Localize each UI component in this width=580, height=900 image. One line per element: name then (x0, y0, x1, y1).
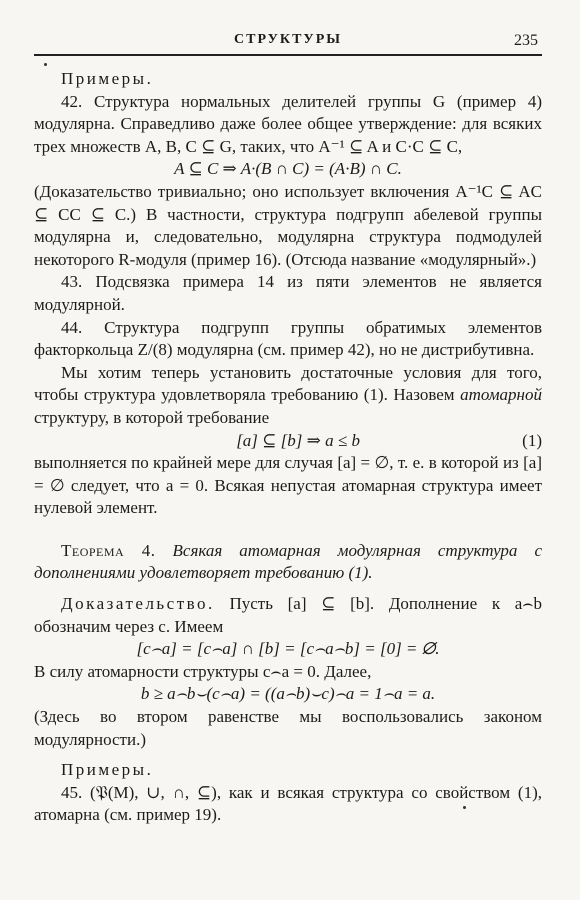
proof-label: Доказательство. (61, 594, 215, 614)
examples-heading: Примеры. (61, 69, 154, 88)
atomicity-step: В силу атомарности структуры c⌢a = 0. Далее, (34, 661, 372, 681)
page-number: 235 (514, 32, 538, 49)
atomic-definition-part1: Мы хотим теперь установить достаточные условия для того, чтобы структура удовлетворяла требованию (1). Назовем (34, 362, 542, 405)
equation-1 (34, 430, 542, 453)
chapter-title: СТРУКТУРЫ (234, 32, 342, 47)
header-rule (34, 54, 542, 56)
examples-heading-2: Примеры. (61, 760, 154, 780)
proof-text: Пусть [a] ⊆ [b]. Дополнение к a⌢b обозначим через c. Имеем (34, 594, 542, 636)
example-43: 43. Подсвязка примера 14 из пяти элементов не является модулярной. (34, 272, 542, 314)
formula-2: [c⌢a] = [c⌢a] ∩ [b] = [c⌢a⌢b] = [0] = ∅. (136, 639, 440, 659)
atomic-definition-part2: структуру, в которой требование (34, 407, 270, 427)
theorem-statement: Всякая атомарная модулярная структура с дополнениями удовлетворяет требованию (1). (34, 540, 542, 583)
atomic-consequence: выполняется по крайней мере для случая [a] = ∅, т. е. в которой из [a] = ∅ следует, что a = 0. Всякая непустая атомарная структура имеет нулевой элемент. (34, 453, 542, 518)
atomic-definition (34, 362, 542, 430)
example-44: 44. Структура подгрупп группы обратимых элементов факторкольца Z/(8) модулярна (см. пример 42), но не дистрибутивна. (34, 317, 542, 360)
formula-42: A ⊆ C ⇒ A·(B ∩ C) = (A·B) ∩ C. (174, 159, 402, 179)
modularity-note: (Здесь во втором равенстве мы воспользовались законом модулярности.) (34, 707, 542, 749)
theorem-label: Теорема 4. (61, 540, 156, 560)
body-text (34, 68, 542, 827)
proof (34, 593, 542, 638)
speck (44, 63, 47, 66)
atomic-term: атомарной (460, 385, 542, 405)
equation-1-formula: [a] ⊆ [b] ⇒ a ≤ b (236, 430, 360, 450)
example-42-proof: (Доказательство тривиально; оно использует включения A⁻¹C ⊆ AC ⊆ CC ⊆ C.) В частности, структура подгрупп абелевой группы модулярна и, следовательно, модулярна структура подмодулей некоторого R-модуля (пример 16). (Отсюда название «модулярный».) (34, 181, 542, 269)
theorem-4 (34, 540, 542, 585)
speck (463, 806, 466, 809)
running-header (34, 32, 542, 52)
equation-1-number: (1) (522, 430, 542, 450)
example-45: 45. (𝔓(M), ∪, ∩, ⊆), как и всякая структура со свойством (1), атомарна (см. пример 19). (34, 782, 542, 825)
formula-3: b ≥ a⌢b⌣(c⌢a) = ((a⌢b)⌣c)⌢a = 1⌢a = a. (140, 684, 436, 704)
example-42: 42. Структура нормальных делителей группы G (пример 4) модулярна. Справедливо даже более общее утверждение: для всяких трех множеств A, B, C ⊆ G, таких, что A⁻¹ ⊆ A и C·C ⊆ C, (34, 91, 542, 156)
